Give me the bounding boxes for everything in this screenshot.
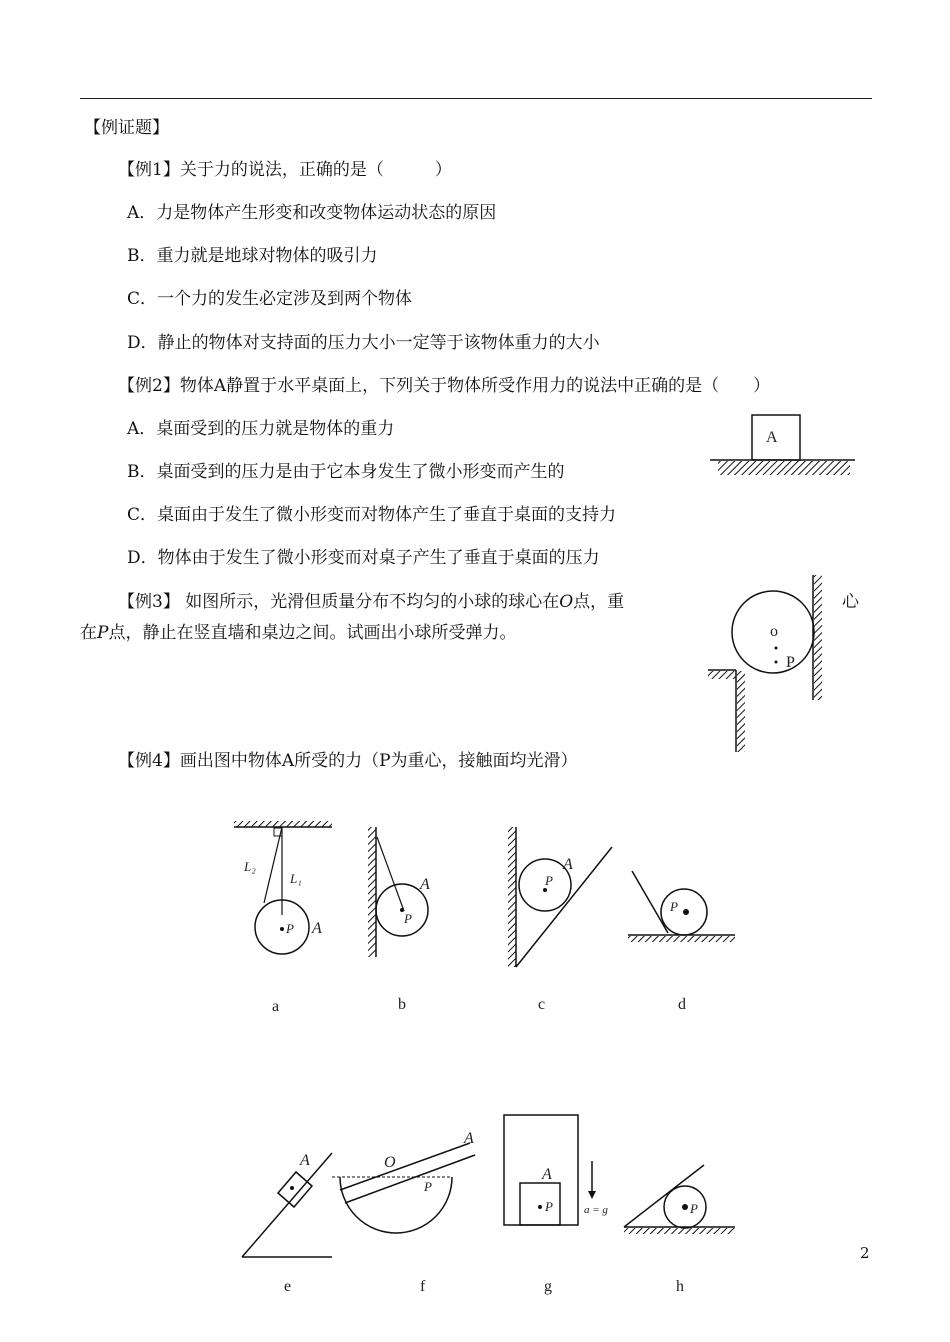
fig-label-f: f (420, 1278, 426, 1295)
ex3-line2: 在P点，静止在竖直墙和桌边之间。试画出小球所受弹力。 (80, 623, 517, 643)
figure-d (628, 871, 735, 942)
ex1-option-d: D．静止的物体对支持面的压力大小一定等于该物体重力的大小 (127, 333, 600, 353)
ex2-figure (700, 410, 860, 480)
point-p-label: P (786, 654, 795, 671)
fig-label-e: e (284, 1278, 292, 1295)
block-a-label: A (766, 429, 778, 446)
svg-text:P: P (286, 921, 294, 936)
ex3-var-o: O (559, 592, 574, 612)
ex4-figures (220, 815, 750, 1295)
svg-text:O: O (384, 1154, 396, 1171)
svg-text:P: P (404, 911, 412, 926)
fig-label-c: c (538, 996, 546, 1013)
svg-text:L₂: L₂ (244, 859, 256, 874)
figure-f (332, 1130, 475, 1233)
svg-text:A: A (563, 856, 573, 873)
ex2-option-a: A．桌面受到的压力就是物体的重力 (127, 419, 395, 439)
ex1-option-c: C．一个力的发生必定涉及到两个物体 (127, 289, 413, 309)
svg-text:A: A (312, 920, 322, 937)
table-top (708, 671, 736, 679)
figure-a (234, 821, 332, 954)
table-side (737, 671, 745, 752)
svg-text:L₁: L₁ (290, 871, 302, 886)
figure-g (504, 1115, 608, 1225)
svg-text:P: P (670, 899, 678, 914)
table-surface (718, 461, 850, 475)
center-o-label: o (770, 623, 778, 640)
page-number: 2 (860, 1244, 870, 1262)
svg-text:P: P (545, 1199, 553, 1214)
ex3-var-p: P (97, 623, 109, 643)
ex2-option-c: C．桌面由于发生了微小形变而对物体产生了垂直于桌面的支持力 (127, 505, 617, 525)
svg-text:P: P (424, 1179, 432, 1194)
figure-b (368, 827, 430, 957)
ex4-question: 【例4】画出图中物体A所受的力（P为重心，接触面均光滑） (118, 751, 578, 771)
ex1-option-b: B．重力就是地球对物体的吸引力 (127, 246, 378, 266)
figure-h (624, 1165, 735, 1234)
svg-text:P: P (545, 873, 553, 888)
svg-text:A: A (542, 1166, 552, 1183)
fig-label-a: a (272, 998, 280, 1015)
ex3-figure (700, 570, 835, 760)
section-title: 【例证题】 (84, 118, 169, 138)
figure-e (242, 1152, 332, 1257)
vertical-wall (814, 575, 822, 700)
svg-text:A: A (300, 1152, 310, 1169)
ex1-option-a: A．力是物体产生形变和改变物体运动状态的原因 (127, 203, 497, 223)
ex3-line1-end: 心 (842, 592, 859, 612)
svg-text:P: P (690, 1201, 698, 1216)
fig-label-b: b (398, 996, 406, 1013)
svg-text:A: A (464, 1130, 474, 1147)
ex1-question: 【例1】关于力的说法，正确的是（ ） (118, 160, 452, 180)
svg-text:a = g: a = g (584, 1204, 608, 1216)
fig-label-g: g (544, 1278, 552, 1295)
svg-text:A: A (420, 876, 430, 893)
fig-label-d: d (678, 996, 686, 1013)
ex2-question: 【例2】物体A静置于水平桌面上，下列关于物体所受作用力的说法中正确的是（ ） (118, 376, 771, 396)
ex2-option-b: B．桌面受到的压力是由于它本身发生了微小形变而产生的 (127, 462, 565, 482)
ex2-option-d: D．物体由于发生了微小形变而对桌子产生了垂直于桌面的压力 (127, 548, 600, 568)
figure-c (508, 827, 612, 967)
fig-label-h: h (676, 1278, 684, 1295)
header-rule (80, 98, 872, 99)
ex3-line1: 【例3】 如图所示，光滑但质量分布不均匀的小球的球心在O点，重 (118, 592, 625, 612)
